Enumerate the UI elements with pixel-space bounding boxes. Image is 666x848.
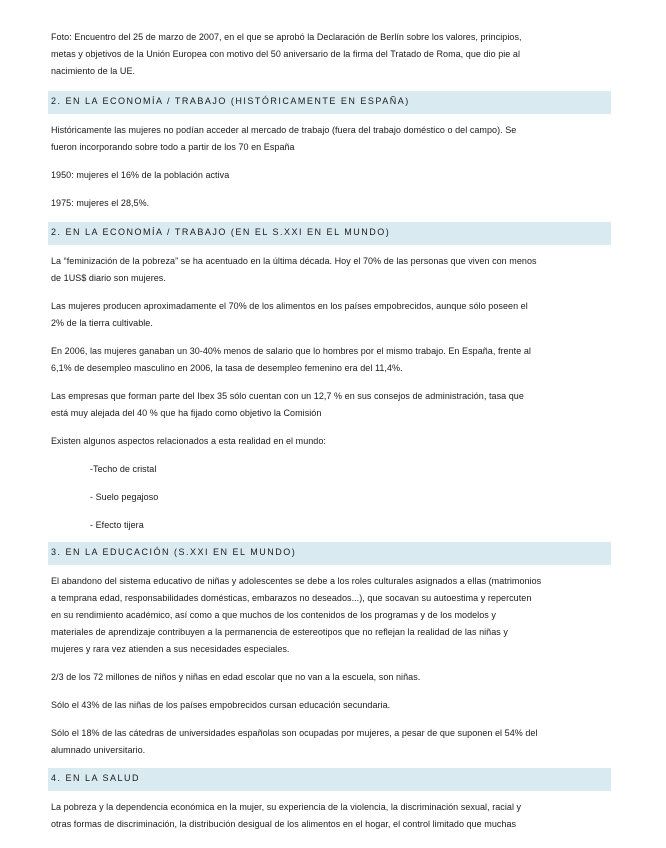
photo-caption: Foto: Encuentro del 25 de marzo de 2007, en el que se aprobó la Declaración de Berlín sobre los valores, principios, metas y objetivos de la Unión Europea con motivo del 50 aniversario de la firma del Tratado de Roma, que dio pie al nacimiento de la UE. — [51, 32, 522, 76]
section-heading-economia-historica: 2. EN LA ECONOMÍA / TRABAJO (HISTÓRICAMENTE EN ESPAÑA) — [48, 91, 611, 114]
paragraph: Sólo el 43% de las niñas de los países empobrecidos cursan educación secundaria. — [51, 700, 391, 710]
paragraph: Históricamente las mujeres no podían acceder al mercado de trabajo (fuera del trabajo doméstico o del campo). Se fueron incorporando sobre todo a partir de los 70 en España — [51, 125, 517, 152]
paragraph: La pobreza y la dependencia económica en la mujer, su experiencia de la violencia, la discriminación sexual, racial y otras formas de discriminación, la distribución desigual de los alimentos en el hogar, el control limitado que muchas — [51, 802, 522, 829]
list-item: -Techo de cristal — [90, 464, 157, 474]
paragraph: Existen algunos aspectos relacionados a esta realidad en el mundo: — [51, 436, 326, 446]
paragraph: 1975: mujeres el 28,5%. — [51, 198, 150, 208]
paragraph: Las mujeres producen aproximadamente el 70% de los alimentos en los países empobrecidos, aunque sólo poseen el 2% de la tierra cultivable. — [51, 301, 528, 328]
list-item: - Suelo pegajoso — [90, 492, 159, 502]
section-heading-salud: 4. EN LA SALUD — [48, 768, 611, 791]
document-content — [51, 29, 611, 833]
paragraph: Las empresas que forman parte del Ibex 35 sólo cuentan con un 12,7 % en sus consejos de administración, tasa que está muy alejada del 40 % que ha fijado como objetivo la Comisión — [51, 391, 524, 418]
paragraph: El abandono del sistema educativo de niñas y adolescentes se debe a los roles culturales asignados a ellas (matrimonios a temprana edad, responsabilidades domésticas, embarazos no deseados...), que socavan su autoestima y repercuten en su rendimiento académico, así como a que muchos de los contenidos de los programas y de los modelos y materiales de aprendizaje contribuyen a la permanencia de estereotipos que no reflejan la realidad de las niñas y mujeres y rara vez atienden a sus necesidades especiales. — [51, 576, 542, 654]
paragraph: Sólo el 18% de las cátedras de universidades españolas son ocupadas por mujeres, a pesar de que suponen el 54% del alumnado universitario. — [51, 728, 538, 755]
paragraph: La “feminización de la pobreza” se ha acentuado en la última década. Hoy el 70% de las personas que viven con menos de 1US$ diario son mujeres. — [51, 256, 537, 283]
section-heading-economia-mundo: 2. EN LA ECONOMÍA / TRABAJO (EN EL S.XXI EN EL MUNDO) — [48, 222, 611, 245]
list-item: - Efecto tijera — [90, 520, 144, 530]
section-heading-educacion: 3. EN LA EDUCACIÓN (S.XXI EN EL MUNDO) — [48, 542, 611, 565]
paragraph: 1950: mujeres el 16% de la población activa — [51, 170, 230, 180]
paragraph: En 2006, las mujeres ganaban un 30-40% menos de salario que lo hombres por el mismo trabajo. En España, frente al 6,1% de desempleo masculino en 2006, la tasa de desempleo femenino era del 11,4%. — [51, 346, 531, 373]
paragraph: 2/3 de los 72 millones de niños y niñas en edad escolar que no van a la escuela, son niñas. — [51, 672, 421, 682]
